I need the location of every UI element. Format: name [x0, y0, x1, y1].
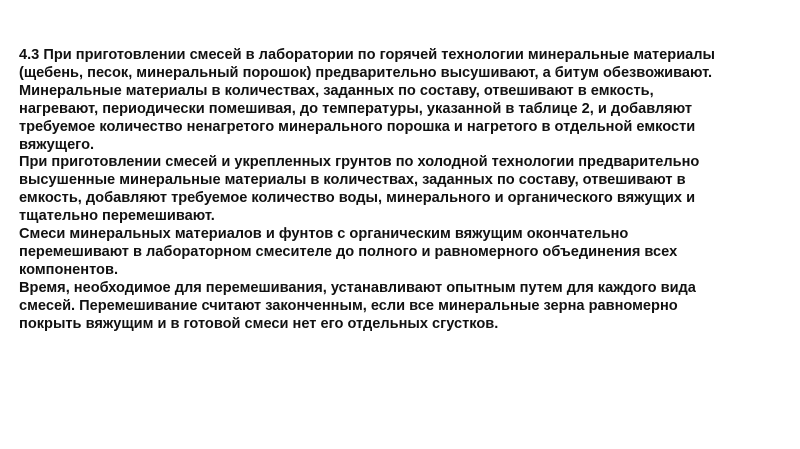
paragraph-cold-technology — [19, 154, 789, 226]
text-line: требуемое количество ненагретого минерального порошка и нагретого в отдельной емкости — [19, 118, 696, 135]
text-line: смесей. Перемешивание считают законченным, если все минеральные зерна равномерно — [19, 297, 678, 314]
paragraph-hot-technology — [19, 47, 789, 154]
text-line: компонентов. — [19, 261, 118, 278]
document-body — [19, 47, 789, 334]
text-line: Минеральные материалы в количествах, заданных по составу, отвешивают в емкость, — [19, 82, 654, 99]
text-line: 4.3 При приготовлении смесей в лаборатории по горячей технологии минеральные материалы — [19, 47, 716, 63]
text-line: Смеси минеральных материалов и фунтов с органическим вяжущим окончательно — [19, 226, 629, 243]
paragraph-final-mixing — [19, 226, 789, 280]
text-line: высушенные минеральные материалы в количествах, заданных по составу, отвешивают в — [19, 172, 686, 189]
text-line: нагревают, периодически помешивая, до температуры, указанной в таблице 2, и добавляют — [19, 100, 693, 117]
text-line: (щебень, песок, минеральный порошок) предварительно высушивают, а битум обезвоживают. — [19, 64, 713, 81]
text-line: тщательно перемешивают. — [19, 208, 215, 225]
text-line: перемешивают в лабораторном смесителе до полного и равномерного объединения всех — [19, 243, 678, 260]
paragraph-mixing-time — [19, 280, 789, 334]
text-line: емкость, добавляют требуемое количество воды, минерального и органического вяжущих и — [19, 190, 696, 207]
text-line: вяжущего. — [19, 136, 95, 153]
text-line: Время, необходимое для перемешивания, устанавливают опытным путем для каждого вида — [19, 279, 696, 296]
text-line: покрыть вяжущим и в готовой смеси нет его отдельных сгустков. — [19, 315, 499, 332]
text-line: При приготовлении смесей и укрепленных грунтов по холодной технологии предварительно — [19, 154, 700, 171]
